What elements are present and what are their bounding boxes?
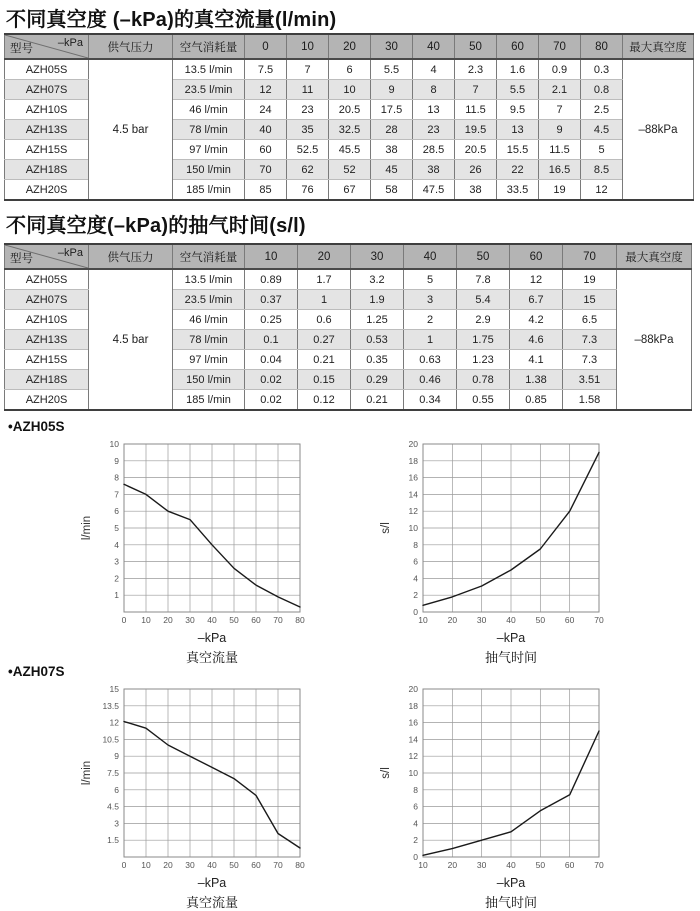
svg-text:20: 20 — [163, 860, 173, 870]
value-cell: 0.15 — [298, 370, 351, 390]
air-consumption-cell: 46 l/min — [173, 310, 245, 330]
value-cell: 0.21 — [351, 390, 404, 411]
value-cell: 0.46 — [404, 370, 457, 390]
y-axis-label: l/min — [81, 515, 93, 541]
svg-text:50: 50 — [535, 860, 546, 870]
value-cell: 10 — [329, 80, 371, 100]
svg-text:50: 50 — [229, 615, 239, 625]
svg-text:60: 60 — [251, 615, 261, 625]
air-consumption-cell: 150 l/min — [173, 370, 245, 390]
svg-text:20: 20 — [408, 439, 418, 449]
value-cell: 0.27 — [298, 330, 351, 350]
value-cell: 1 — [404, 330, 457, 350]
svg-text:40: 40 — [207, 615, 217, 625]
value-cell: 7 — [455, 80, 497, 100]
column-header: 60 — [510, 244, 563, 269]
value-cell: 15 — [563, 290, 617, 310]
air-consumption-cell: 13.5 l/min — [173, 269, 245, 290]
value-cell: 13 — [497, 120, 539, 140]
value-cell: 13 — [413, 100, 455, 120]
svg-text:1.5: 1.5 — [107, 835, 119, 846]
column-header: 80 — [581, 34, 623, 59]
value-cell: 1.7 — [298, 269, 351, 290]
max-vacuum-cell: –88kPa — [617, 269, 692, 410]
corner-header-cell — [5, 34, 89, 59]
svg-text:6: 6 — [114, 506, 119, 517]
value-cell: 0.29 — [351, 370, 404, 390]
air-consumption-cell: 97 l/min — [173, 350, 245, 370]
value-cell: 45.5 — [329, 140, 371, 160]
column-header: 50 — [455, 34, 497, 59]
column-header: 70 — [563, 244, 617, 269]
svg-text:20: 20 — [163, 615, 173, 625]
value-cell: 5 — [581, 140, 623, 160]
value-cell: 0.8 — [581, 80, 623, 100]
value-cell: 24 — [245, 100, 287, 120]
svg-text:4: 4 — [413, 573, 418, 584]
svg-text:20: 20 — [408, 684, 418, 694]
value-cell: 2.3 — [455, 59, 497, 80]
column-header: 70 — [539, 34, 581, 59]
svg-text:8: 8 — [413, 539, 418, 550]
azh05s-evac-chart — [367, 434, 617, 666]
corner-header-cell — [5, 244, 89, 269]
column-header: 40 — [413, 34, 455, 59]
model-cell: AZH20S — [5, 390, 89, 411]
air-consumption-cell: 78 l/min — [173, 330, 245, 350]
svg-text:40: 40 — [207, 860, 217, 870]
corner-model-label: 型号 — [10, 43, 33, 55]
svg-text:3: 3 — [114, 556, 119, 567]
column-header: 10 — [245, 244, 298, 269]
model-cell: AZH13S — [5, 120, 89, 140]
value-cell: 2.9 — [457, 310, 510, 330]
column-header: 空气消耗量 — [173, 34, 245, 59]
evac-time-table — [4, 243, 692, 411]
value-cell: 1.9 — [351, 290, 404, 310]
svg-text:30: 30 — [185, 615, 195, 625]
value-cell: 47.5 — [413, 180, 455, 201]
svg-text:60: 60 — [564, 860, 575, 870]
model-cell: AZH18S — [5, 370, 89, 390]
value-cell: 7.3 — [563, 330, 617, 350]
svg-text:30: 30 — [476, 615, 487, 625]
svg-text:16: 16 — [408, 717, 418, 728]
air-consumption-cell: 97 l/min — [173, 140, 245, 160]
value-cell: 8.5 — [581, 160, 623, 180]
value-cell: 5.5 — [497, 80, 539, 100]
svg-text:4.5: 4.5 — [107, 801, 119, 812]
value-cell: 76 — [287, 180, 329, 201]
value-cell: 62 — [287, 160, 329, 180]
value-cell: 1.25 — [351, 310, 404, 330]
model-cell: AZH07S — [5, 290, 89, 310]
svg-text:9: 9 — [114, 455, 119, 466]
svg-text:70: 70 — [273, 615, 283, 625]
azh07s-evac-chart — [367, 679, 617, 911]
svg-text:13.5: 13.5 — [102, 700, 119, 711]
value-cell: 16.5 — [539, 160, 581, 180]
azh05s-evac-chart-plot — [367, 434, 611, 630]
air-consumption-cell: 13.5 l/min — [173, 59, 245, 80]
svg-text:60: 60 — [251, 860, 261, 870]
value-cell: 2.5 — [581, 100, 623, 120]
svg-text:3: 3 — [114, 818, 119, 829]
azh05s-flow-chart — [68, 434, 318, 666]
value-cell: 60 — [245, 140, 287, 160]
value-cell: 0.85 — [510, 390, 563, 411]
svg-text:2: 2 — [413, 590, 418, 601]
svg-text:18: 18 — [408, 455, 418, 466]
value-cell: 2.1 — [539, 80, 581, 100]
svg-text:0: 0 — [121, 615, 127, 625]
value-cell: 17.5 — [371, 100, 413, 120]
column-header: 40 — [404, 244, 457, 269]
value-cell: 0.6 — [298, 310, 351, 330]
svg-text:10: 10 — [109, 439, 119, 449]
value-cell: 4.2 — [510, 310, 563, 330]
svg-text:70: 70 — [273, 860, 283, 870]
model-cell: AZH07S — [5, 80, 89, 100]
svg-text:10: 10 — [141, 615, 151, 625]
model-cell: AZH13S — [5, 330, 89, 350]
value-cell: 52.5 — [287, 140, 329, 160]
value-cell: 28 — [371, 120, 413, 140]
value-cell: 0.21 — [298, 350, 351, 370]
svg-text:30: 30 — [476, 860, 487, 870]
svg-text:16: 16 — [408, 472, 418, 483]
value-cell: 0.12 — [298, 390, 351, 411]
value-cell: 32.5 — [329, 120, 371, 140]
value-cell: 0.34 — [404, 390, 457, 411]
value-cell: 0.02 — [245, 390, 298, 411]
chart-caption: 抽气时间 — [484, 895, 537, 910]
value-cell: 15.5 — [497, 140, 539, 160]
value-cell: 52 — [329, 160, 371, 180]
value-cell: 20.5 — [455, 140, 497, 160]
x-axis-label: –kPa — [197, 876, 227, 890]
air-consumption-cell: 46 l/min — [173, 100, 245, 120]
svg-text:14: 14 — [408, 489, 418, 500]
flow-table — [4, 33, 694, 201]
svg-text:60: 60 — [564, 615, 575, 625]
svg-text:18: 18 — [408, 700, 418, 711]
svg-text:6: 6 — [413, 556, 418, 567]
value-cell: 11.5 — [455, 100, 497, 120]
table-row — [5, 269, 692, 290]
value-cell: 45 — [371, 160, 413, 180]
svg-text:4: 4 — [114, 539, 119, 550]
air-consumption-cell: 23.5 l/min — [173, 290, 245, 310]
chart-caption: 抽气时间 — [484, 650, 537, 665]
svg-text:7.5: 7.5 — [107, 768, 119, 778]
value-cell: 6.7 — [510, 290, 563, 310]
column-header: 20 — [329, 34, 371, 59]
svg-text:14: 14 — [408, 734, 418, 745]
max-vacuum-cell: –88kPa — [623, 59, 694, 200]
value-cell: 5 — [404, 269, 457, 290]
value-cell: 33.5 — [497, 180, 539, 201]
value-cell: 3.2 — [351, 269, 404, 290]
value-cell: 40 — [245, 120, 287, 140]
value-cell: 20.5 — [329, 100, 371, 120]
column-header: 60 — [497, 34, 539, 59]
value-cell: 1.58 — [563, 390, 617, 411]
supply-pressure-cell: 4.5 bar — [89, 269, 173, 410]
page-title-evac-time: 不同真空度(–kPa)的抽气时间(s/l) — [6, 215, 306, 237]
svg-text:70: 70 — [594, 860, 604, 870]
value-cell: 0.78 — [457, 370, 510, 390]
x-axis-label: –kPa — [496, 876, 526, 890]
value-cell: 67 — [329, 180, 371, 201]
value-cell: 28.5 — [413, 140, 455, 160]
model-cell: AZH15S — [5, 350, 89, 370]
value-cell: 0.04 — [245, 350, 298, 370]
svg-text:20: 20 — [447, 615, 458, 625]
value-cell: 7.8 — [457, 269, 510, 290]
chart-caption: 真空流量 — [185, 650, 238, 665]
value-cell: 4.6 — [510, 330, 563, 350]
svg-text:80: 80 — [295, 860, 305, 870]
column-header: 供气压力 — [89, 244, 173, 269]
value-cell: 70 — [245, 160, 287, 180]
value-cell: 3.51 — [563, 370, 617, 390]
value-cell: 23 — [287, 100, 329, 120]
azh05s-flow-chart-plot — [68, 434, 312, 630]
svg-text:4: 4 — [413, 818, 418, 829]
value-cell: 7.3 — [563, 350, 617, 370]
y-axis-label: l/min — [81, 760, 93, 786]
value-cell: 38 — [455, 180, 497, 201]
column-header: 10 — [287, 34, 329, 59]
value-cell: 38 — [371, 140, 413, 160]
value-cell: 4 — [413, 59, 455, 80]
column-header: 最大真空度 — [617, 244, 692, 269]
azh07s-evac-chart-plot — [367, 679, 611, 875]
svg-text:80: 80 — [295, 615, 305, 625]
svg-text:12: 12 — [408, 751, 418, 762]
y-axis-label: s/l — [380, 767, 392, 779]
svg-text:1: 1 — [114, 590, 119, 601]
model-cell: AZH10S — [5, 100, 89, 120]
corner-kpa-label: –kPa — [57, 37, 83, 49]
svg-text:0: 0 — [413, 607, 418, 617]
svg-text:10: 10 — [141, 860, 151, 870]
value-cell: 0.25 — [245, 310, 298, 330]
model-cell: AZH05S — [5, 59, 89, 80]
value-cell: 19 — [539, 180, 581, 201]
table-header-row — [5, 34, 694, 59]
svg-text:50: 50 — [229, 860, 239, 870]
supply-pressure-cell: 4.5 bar — [89, 59, 173, 200]
value-cell: 22 — [497, 160, 539, 180]
svg-text:40: 40 — [506, 615, 516, 625]
column-header: 20 — [298, 244, 351, 269]
value-cell: 38 — [413, 160, 455, 180]
value-cell: 7 — [539, 100, 581, 120]
value-cell: 0.02 — [245, 370, 298, 390]
value-cell: 35 — [287, 120, 329, 140]
value-cell: 0.1 — [245, 330, 298, 350]
value-cell: 12 — [245, 80, 287, 100]
column-header: 30 — [371, 34, 413, 59]
svg-text:8: 8 — [413, 784, 418, 795]
value-cell: 7.5 — [245, 59, 287, 80]
value-cell: 0.89 — [245, 269, 298, 290]
page-title-flow: 不同真空度 (–kPa)的真空流量(l/min) — [6, 9, 337, 31]
column-header: 最大真空度 — [623, 34, 694, 59]
chart-section-label-azh05s: •AZH05S — [8, 419, 65, 434]
value-cell: 7 — [287, 59, 329, 80]
column-header: 0 — [245, 34, 287, 59]
value-cell: 12 — [581, 180, 623, 201]
air-consumption-cell: 185 l/min — [173, 180, 245, 201]
table-header-row — [5, 244, 692, 269]
chart-section-label-azh07s: •AZH07S — [8, 664, 65, 679]
bullet-icon: • — [8, 664, 13, 679]
value-cell: 11 — [287, 80, 329, 100]
azh07s-flow-chart-plot — [68, 679, 312, 875]
svg-text:20: 20 — [447, 860, 458, 870]
table-row — [5, 59, 694, 80]
value-cell: 23 — [413, 120, 455, 140]
svg-text:2: 2 — [114, 573, 119, 584]
value-cell: 1.6 — [497, 59, 539, 80]
value-cell: 6 — [329, 59, 371, 80]
svg-text:5: 5 — [114, 523, 119, 533]
svg-text:10: 10 — [408, 523, 418, 533]
model-cell: AZH20S — [5, 180, 89, 201]
value-cell: 4.5 — [581, 120, 623, 140]
value-cell: 0.3 — [581, 59, 623, 80]
svg-text:70: 70 — [594, 615, 604, 625]
svg-text:15: 15 — [109, 684, 119, 694]
corner-model-label: 型号 — [10, 253, 33, 265]
value-cell: 1 — [298, 290, 351, 310]
value-cell: 19.5 — [455, 120, 497, 140]
model-cell: AZH10S — [5, 310, 89, 330]
bullet-icon: • — [8, 419, 13, 434]
svg-text:0: 0 — [121, 860, 127, 870]
air-consumption-cell: 185 l/min — [173, 390, 245, 411]
x-axis-label: –kPa — [197, 631, 227, 645]
air-consumption-cell: 150 l/min — [173, 160, 245, 180]
svg-text:8: 8 — [114, 472, 119, 483]
svg-text:0: 0 — [413, 852, 418, 862]
svg-text:50: 50 — [535, 615, 546, 625]
corner-kpa-label: –kPa — [57, 247, 83, 259]
svg-text:2: 2 — [413, 835, 418, 846]
svg-text:12: 12 — [109, 717, 119, 728]
model-cell: AZH18S — [5, 160, 89, 180]
value-cell: 0.55 — [457, 390, 510, 411]
column-header: 供气压力 — [89, 34, 173, 59]
model-cell: AZH15S — [5, 140, 89, 160]
value-cell: 1.38 — [510, 370, 563, 390]
svg-text:10.5: 10.5 — [102, 734, 119, 745]
svg-text:6: 6 — [114, 784, 119, 795]
value-cell: 26 — [455, 160, 497, 180]
air-consumption-cell: 78 l/min — [173, 120, 245, 140]
value-cell: 1.23 — [457, 350, 510, 370]
value-cell: 9 — [539, 120, 581, 140]
value-cell: 1.75 — [457, 330, 510, 350]
value-cell: 0.63 — [404, 350, 457, 370]
air-consumption-cell: 23.5 l/min — [173, 80, 245, 100]
svg-text:7: 7 — [114, 489, 119, 500]
value-cell: 9 — [371, 80, 413, 100]
model-cell: AZH05S — [5, 269, 89, 290]
value-cell: 3 — [404, 290, 457, 310]
svg-text:10: 10 — [418, 615, 428, 625]
column-header: 空气消耗量 — [173, 244, 245, 269]
value-cell: 0.9 — [539, 59, 581, 80]
value-cell: 0.37 — [245, 290, 298, 310]
svg-text:6: 6 — [413, 801, 418, 812]
value-cell: 5.5 — [371, 59, 413, 80]
value-cell: 2 — [404, 310, 457, 330]
value-cell: 58 — [371, 180, 413, 201]
value-cell: 4.1 — [510, 350, 563, 370]
value-cell: 85 — [245, 180, 287, 201]
svg-text:30: 30 — [185, 860, 195, 870]
value-cell: 6.5 — [563, 310, 617, 330]
value-cell: 19 — [563, 269, 617, 290]
value-cell: 12 — [510, 269, 563, 290]
azh07s-flow-chart — [68, 679, 318, 911]
value-cell: 8 — [413, 80, 455, 100]
svg-text:9: 9 — [114, 751, 119, 762]
value-cell: 5.4 — [457, 290, 510, 310]
svg-text:10: 10 — [408, 768, 418, 778]
value-cell: 0.35 — [351, 350, 404, 370]
value-cell: 11.5 — [539, 140, 581, 160]
svg-text:40: 40 — [506, 860, 516, 870]
x-axis-label: –kPa — [496, 631, 526, 645]
value-cell: 9.5 — [497, 100, 539, 120]
svg-text:12: 12 — [408, 506, 418, 517]
y-axis-label: s/l — [380, 522, 392, 534]
value-cell: 0.53 — [351, 330, 404, 350]
chart-caption: 真空流量 — [185, 895, 238, 910]
column-header: 50 — [457, 244, 510, 269]
column-header: 30 — [351, 244, 404, 269]
svg-text:10: 10 — [418, 860, 428, 870]
